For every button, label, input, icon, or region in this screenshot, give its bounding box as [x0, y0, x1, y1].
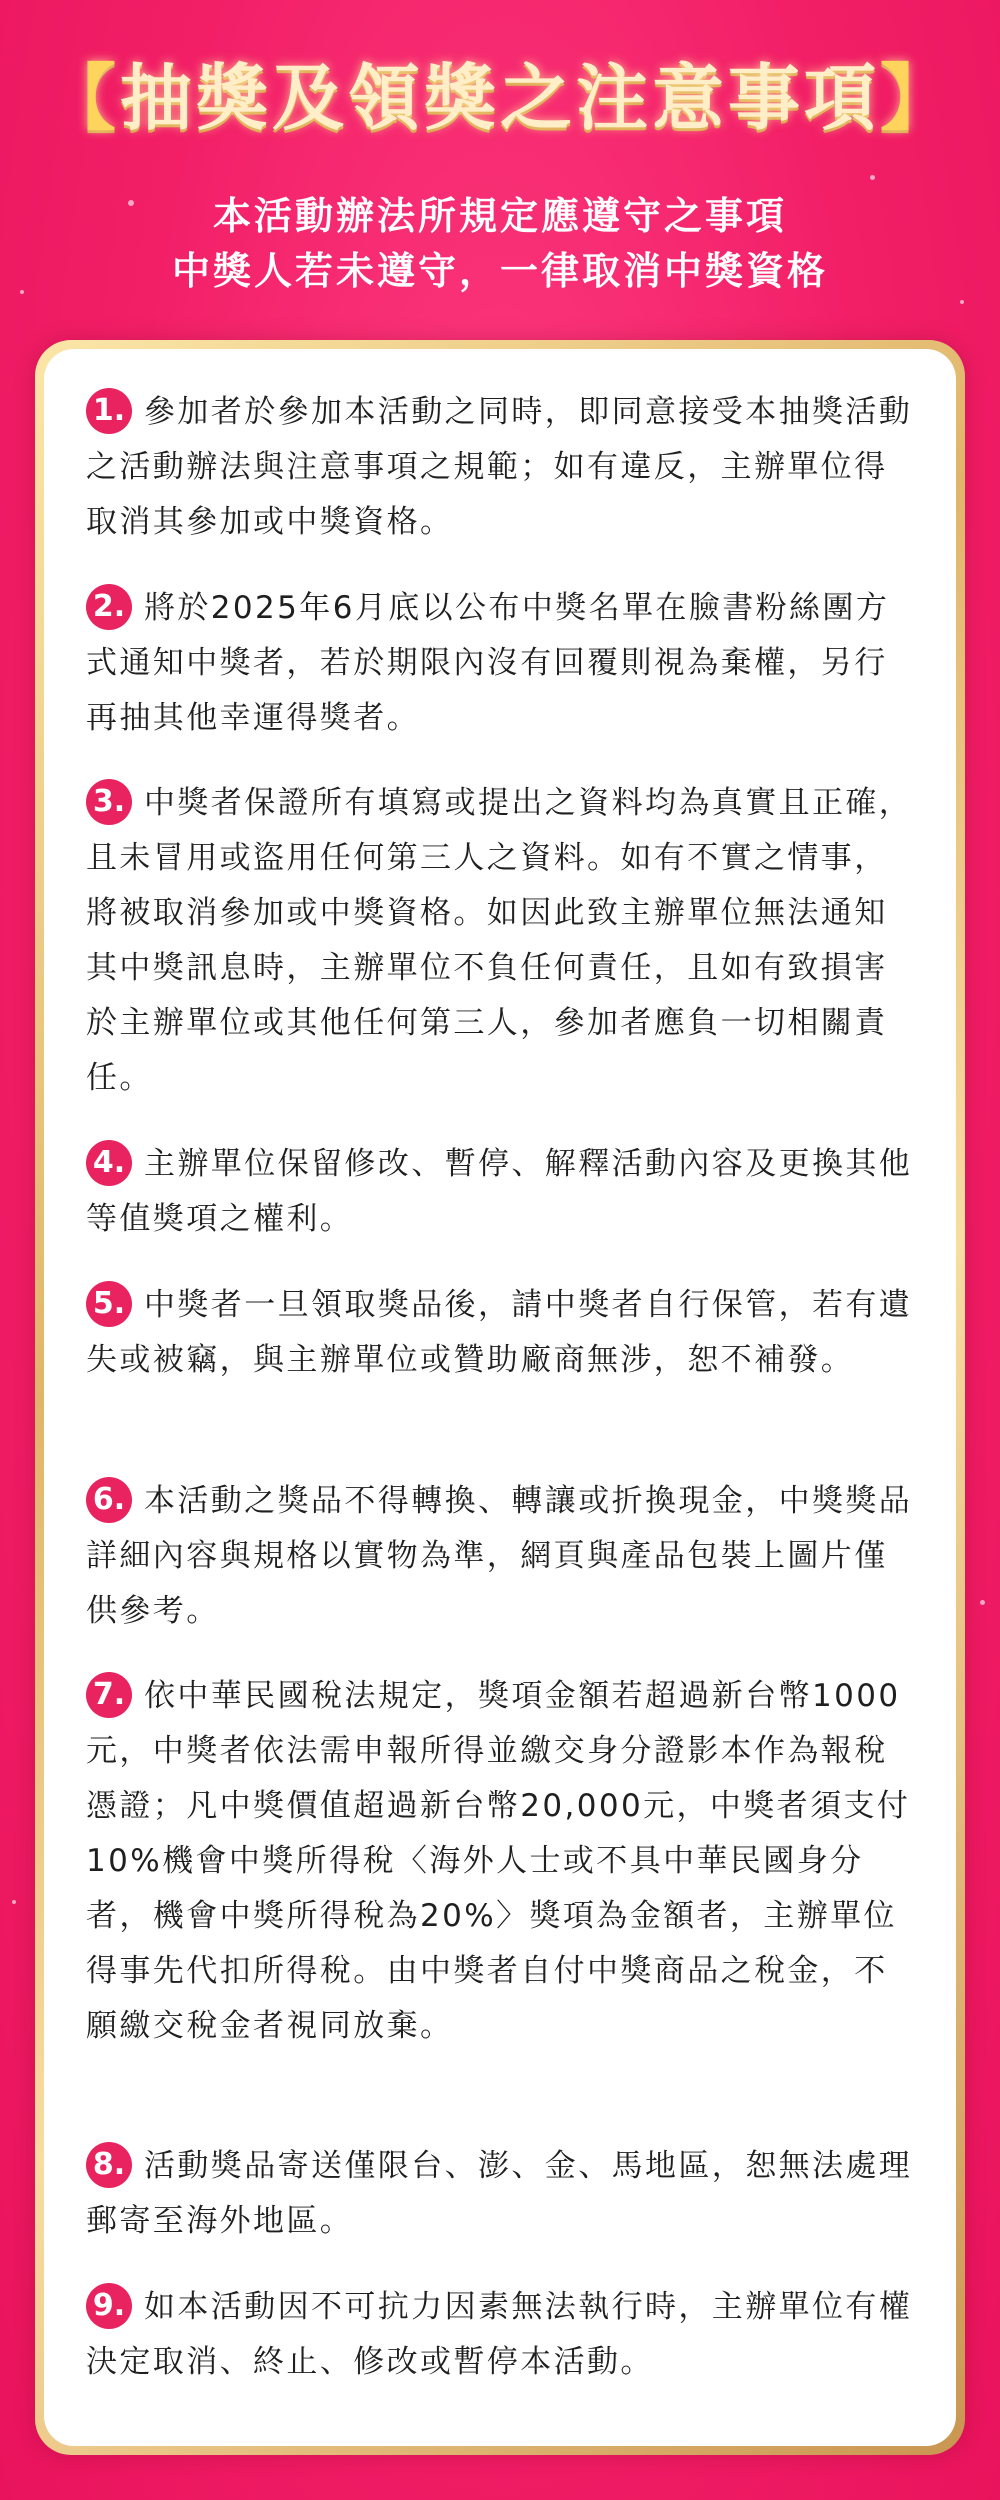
- rule-text: 如本活動因不可抗力因素無法執行時，主辦單位有權決定取消、終止、修改或暫停本活動。: [86, 2289, 913, 2380]
- sparkle-decoration: [870, 175, 875, 180]
- rule-number-badge: 3.: [86, 779, 132, 825]
- rule-number-badge: 1.: [86, 388, 132, 434]
- rule-text: 本活動之獎品不得轉換、轉讓或折換現金，中獎獎品詳細內容與規格以實物為準，網頁與產品包裝上圖片僅供參考。: [86, 1483, 913, 1629]
- rule-number-badge: 7.: [86, 1672, 132, 1718]
- title-open-bracket: 【: [43, 56, 120, 140]
- rule-number-badge: 5.: [86, 1281, 132, 1327]
- rule-text: 主辦單位保留修改、暫停、解釋活動內容及更換其他等值獎項之權利。: [86, 1146, 913, 1237]
- rule-item-2: [86, 581, 916, 746]
- rule-text: 依中華民國稅法規定，獎項金額若超過新台幣1000元，中獎者依法需申報所得並繳交身分證影本作為報稅憑證；凡中獎價值超過新台幣20,000元，中獎者須支付10%機會中獎所得稅〈海外人士或不具中華民國身分者，機會中獎所得稅為20%〉獎項為金額者，主辦單位得事先代扣所得稅。由中獎者自付中獎商品之稅金，不願繳交稅金者視同放棄。: [86, 1678, 911, 2044]
- title-text: 抽獎及領獎之注意事項: [119, 56, 880, 140]
- rule-item-6: [86, 1474, 916, 1639]
- rule-item-3: [86, 776, 916, 1106]
- rule-number-badge: 9.: [86, 2283, 132, 2329]
- sparkle-decoration: [980, 1600, 985, 1605]
- rule-text: 中獎者保證所有填寫或提出之資料均為真實且正確，且未冒用或盜用任何第三人之資料。如有不實之情事，將被取消參加或中獎資格。如因此致主辦單位無法通知其中獎訊息時，主辦單位不負任何責任，且如有致損害於主辦單位或其他任何第三人，參加者應負一切相關責任。: [86, 785, 913, 1096]
- rule-item-9: [86, 2280, 916, 2390]
- rule-number-badge: 8.: [86, 2142, 132, 2188]
- page-title: [0, 40, 1000, 144]
- rule-item-8: [86, 2139, 916, 2249]
- rule-number-badge: 4.: [86, 1140, 132, 1186]
- rule-item-4: [86, 1137, 916, 1247]
- rule-item-7: [86, 1669, 916, 2054]
- subtitle-line-2: 中獎人若未遵守，一律取消中獎資格: [171, 249, 828, 293]
- rule-number-badge: 6.: [86, 1477, 132, 1523]
- rule-text: 將於2025年6月底以公布中獎名單在臉書粉絲團方式通知中獎者，若於期限內沒有回覆則視為棄權，另行再抽其他幸運得獎者。: [86, 590, 890, 736]
- rule-number-badge: 2.: [86, 584, 132, 630]
- subtitle-line-1: 本活動辦法所規定應遵守之事項: [212, 194, 787, 238]
- sparkle-decoration: [960, 300, 964, 304]
- rule-item-1: [86, 385, 916, 550]
- rule-item-5: [86, 1278, 916, 1388]
- rule-text: 活動獎品寄送僅限台、澎、金、馬地區，恕無法處理郵寄至海外地區。: [86, 2148, 913, 2239]
- sparkle-decoration: [12, 1900, 16, 1904]
- title-close-bracket: 】: [880, 56, 957, 140]
- rule-text: 中獎者一旦領取獎品後，請中獎者自行保管，若有遺失或被竊，與主辦單位或贊助廠商無涉，恕不補發。: [86, 1287, 913, 1378]
- rule-text: 參加者於參加本活動之同時，即同意接受本抽獎活動之活動辦法與注意事項之規範；如有違反，主辦單位得取消其參加或中獎資格。: [86, 394, 913, 540]
